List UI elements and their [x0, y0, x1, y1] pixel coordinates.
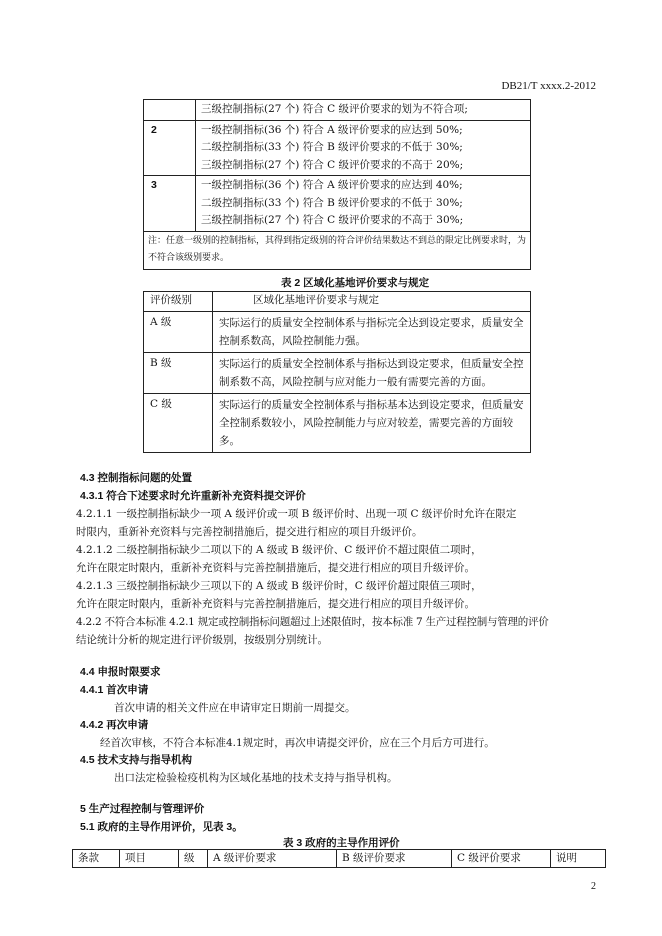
table-2-desc: 实际运行的质量安全控制体系与指标达到设定要求，但质量安全控制系数不高，风险控制与应对能力一般有需要完善的方面。	[213, 353, 531, 394]
table-1-line: 三级控制指标(27 个) 符合 C 级评价要求的不高于 20%;	[201, 158, 464, 171]
section-4-3-1-heading: 4.3.1 符合下述要求时允许重新补充资料提交评价	[80, 490, 306, 502]
table-1-line: 一级控制指标(36 个) 符合 A 级评价要求的应达到 50%;	[201, 123, 463, 136]
table-3-header-cell: 项目	[120, 850, 179, 868]
table-1-row-number: 2	[144, 120, 196, 176]
table-3-header-cell: 条款	[73, 850, 120, 868]
paragraph: 4.2.1.1 一级控制指标缺少一项 A 级评价或一项 B 级评价时、出现一项 C 级评价时允许在限定	[76, 508, 517, 520]
paragraph: 允许在限定时限内，重新补充资料与完善控制措施后，提交进行相应的项目升级评价。	[76, 562, 475, 574]
table-1-continuation	[143, 99, 531, 270]
table-row	[144, 176, 531, 232]
table-row	[144, 353, 531, 394]
table-3	[72, 849, 606, 868]
table-row	[144, 394, 531, 453]
table-2-level: C 级	[144, 394, 213, 453]
table-2-desc: 实际运行的质量安全控制体系与指标基本达到设定要求，但质量安全控制系数较小，风险控制能力与应对较差，需要完善的方面较多。	[213, 394, 531, 453]
table-header-row	[73, 850, 606, 868]
table-3-caption: 表 3 政府的主导作用评价	[283, 837, 400, 849]
table-2-header-level: 评价级别	[144, 292, 213, 312]
section-4-4-2-heading: 4.4.2 再次申请	[80, 719, 149, 731]
table-2-caption: 表 2 区域化基地评价要求与规定	[281, 277, 430, 289]
table-2-level: A 级	[144, 312, 213, 353]
table-2-desc: 实际运行的质量安全控制体系与指标完全达到设定要求，质量安全控制系数高，风险控制能力强。	[213, 312, 531, 353]
paragraph: 结论统计分析的规定进行评价级别，按级别分别统计。	[76, 634, 328, 646]
table-1-line: 一级控制指标(36 个) 符合 A 级评价要求的应达到 40%;	[201, 179, 463, 191]
paragraph: 首次申请的相关文件应在申请审定日期前一周提交。	[114, 702, 356, 714]
section-4-4-1-heading: 4.4.1 首次申请	[80, 684, 149, 696]
table-1-note: 注：任意一级别的控制指标，其得到指定级别的符合评价结果数达不到总的限定比例要求时，为不符合该级别要求。	[144, 231, 531, 269]
table-3-header-cell: 说明	[551, 850, 606, 868]
table-3-header-cell: A 级评价要求	[208, 850, 337, 868]
paragraph: 出口法定检验检疫机构为区域化基地的技术支持与指导机构。	[114, 772, 398, 784]
table-row	[144, 231, 531, 269]
section-4-5-heading: 4.5 技术支持与指导机构	[80, 754, 193, 766]
table-1-line: 三级控制指标(27 个) 符合 C 级评价要求的不高于 30%;	[201, 214, 464, 226]
section-5-heading: 5 生产过程控制与管理评价	[80, 803, 205, 815]
table-1-line: 二级控制指标(33 个) 符合 B 级评价要求的不低于 30%;	[201, 196, 463, 209]
paragraph: 4.2.2 不符合本标准 4.2.1 规定或控制指标问题超过上述限值时，按本标准 7 生产过程控制与管理的评价	[76, 616, 549, 628]
table-1-cont-line: 三级控制指标(27 个) 符合 C 级评价要求的划为不符合项;	[201, 103, 468, 115]
table-3-header-cell: 级	[179, 850, 208, 868]
table-1-line: 二级控制指标(33 个) 符合 B 级评价要求的不低于 30%;	[201, 141, 463, 153]
table-2	[143, 291, 531, 453]
section-4-3-heading: 4.3 控制指标问题的处置	[80, 472, 193, 484]
table-row	[144, 100, 531, 121]
document-code: DB21/T xxxx.2-2012	[501, 80, 596, 92]
paragraph: 4.2.1.2 二级控制指标缺少二项以下的 A 级或 B 级评价、C 级评价不超过限值二项时，	[76, 544, 482, 556]
table-3-header-cell: B 级评价要求	[337, 850, 452, 868]
paragraph: 时限内，重新补充资料与完善控制措施后，提交进行相应的项目升级评价。	[76, 526, 423, 538]
table-row	[144, 312, 531, 353]
table-3-header-cell: C 级评价要求	[452, 850, 551, 868]
paragraph: 4.2.1.3 三级控制指标缺少三项以下的 A 级或 B 级评价时，C 级评价超过限值三项时，	[76, 580, 482, 592]
table-row	[144, 120, 531, 176]
table-2-level: B 级	[144, 353, 213, 394]
paragraph: 允许在限定时限内，重新补充资料与完善控制措施后，提交进行相应的项目升级评价。	[76, 598, 475, 610]
section-5-1-heading: 5.1 政府的主导作用评价，见表 3。	[80, 821, 243, 833]
table-header-row	[144, 292, 531, 312]
section-4-4-heading: 4.4 申报时限要求	[80, 666, 161, 678]
table-1-row-number: 3	[144, 176, 196, 232]
paragraph: 经首次审核，不符合本标准4.1规定时，再次申请提交评价，应在三个月后方可进行。	[100, 737, 495, 749]
page-number: 2	[591, 881, 596, 892]
table-2-header-desc: 区域化基地评价要求与规定	[213, 292, 531, 312]
